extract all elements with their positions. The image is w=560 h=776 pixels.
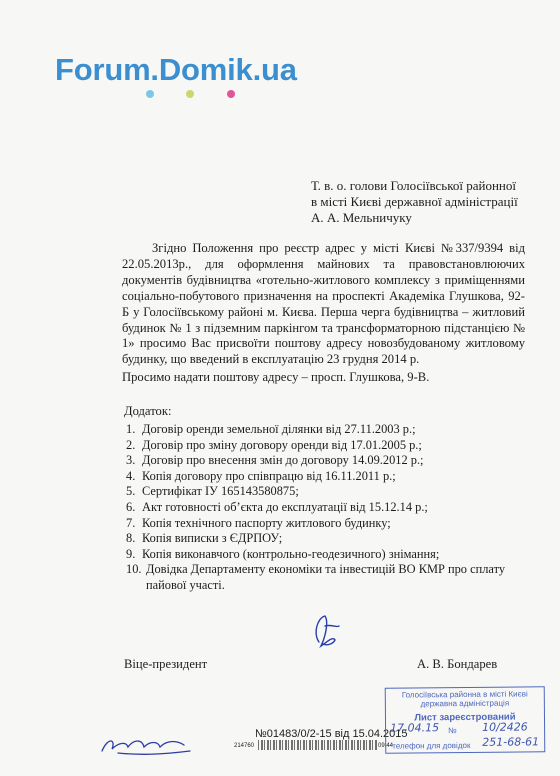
handwritten-signature (305, 612, 345, 656)
registration-stamp (385, 686, 546, 753)
attachment-item: 3. Договір про внесення змін до договору 14.09.2012 р.; (126, 453, 424, 468)
attachments-title: Додаток: (124, 404, 172, 418)
addressee-line: в місті Києві державної адміністрації (311, 194, 518, 209)
stamp-handwritten-number: 10/2426 (482, 720, 528, 734)
attachment-item: 1. Договір оренди земельної ділянки від 27.11.2003 р.; (126, 422, 416, 436)
stamp-handwritten-phone: 251-68-61 (482, 735, 540, 749)
stamp-line: Голосіївська районна в місті Києві (401, 689, 528, 700)
logo-dot-pink (227, 90, 235, 98)
barcode-left-number: 214760 (234, 743, 255, 749)
watermark-logo: Forum.Domik.ua (55, 52, 297, 87)
signatory-position: Віце-президент (124, 657, 208, 671)
stamp-number-label: № (448, 726, 457, 736)
body-text: Згідно Положення про реєстр адрес у місті Києві №337/9394 від 22.05.2013р., для оформлення майнових та правовстановлюючих документів будівництва «готельно-житлового комплексу з приміщеннями соціально-побутового призначення на проспекті Академіка Глушкова, 92-Б у Голосіївському районі м. Києва. Перша черга будівництва – житловий будинок № 1 з підземним паркінгом та трансформаторною підстанцією № 1» просимо Вас присвоїти поштову адресу новозбудованому житловому будинку, що введений в експлуатацію 23 грудня 2014 р. (122, 241, 525, 367)
barcode (258, 740, 378, 750)
logo-dot-green (186, 90, 194, 98)
registration-number: №01483/0/2-15 від 15.04.2015 (255, 728, 408, 740)
addressee-line: А. А. Мельничуку (311, 210, 412, 225)
attachments-list (126, 422, 526, 594)
stamp-line: державна адміністрація (420, 698, 510, 709)
request-line: Просимо надати поштову адресу – просп. Глушкова, 9-В. (122, 370, 430, 384)
stamp-handwritten-date: 17.04.15 (390, 721, 440, 735)
attachment-item: 10. Довідка Департаменту економіки та інвестицій ВО КМР про сплату пайової участі. (126, 562, 506, 592)
stamp-phone-label: телефон для довідок (392, 740, 471, 751)
addressee-block (311, 178, 551, 226)
handwritten-initials (98, 733, 198, 759)
attachment-item: 5. Сертифікат ІУ 165143580875; (126, 484, 299, 499)
attachment-item: 2. Договір про зміну договору оренди від 17.01.2005 р.; (126, 437, 422, 452)
attachment-item: 7. Копія технічного паспорту житлового будинку; (126, 515, 391, 530)
attachment-item: 4. Копія договору про співпрацю від 16.11.2011 р.; (126, 468, 396, 483)
attachment-item: 9. Копія виконавчого (контрольно-геодезичного) знімання; (126, 546, 440, 561)
addressee-line: Т. в. о. голови Голосіївської районної (311, 178, 516, 193)
body-paragraph (122, 241, 525, 368)
barcode-right-number: 09:44 (378, 743, 394, 749)
attachment-item: 8. Копія виписки з ЄДРПОУ; (126, 531, 283, 546)
attachment-item: 6. Акт готовності об’єкта до експлуатації від 15.12.14 р.; (126, 499, 428, 514)
logo-dot-blue (146, 90, 154, 98)
stamp-title: Лист зареєстрований (414, 711, 516, 724)
signatory-name: А. В. Бондарев (417, 657, 498, 671)
